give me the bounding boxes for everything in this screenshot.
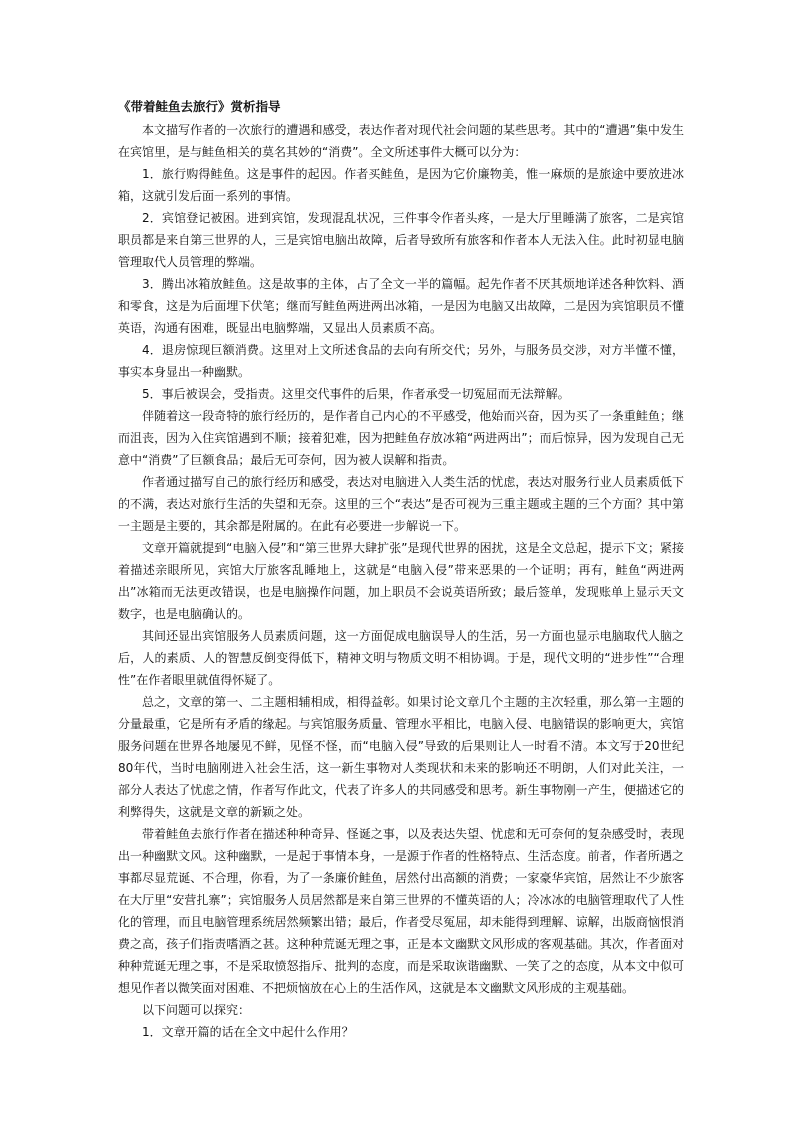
paragraph-humor: 带着鲑鱼去旅行作者在描述种种奇异、怪诞之事，以及表达失望、忧虑和无可奈何的复杂感受时，表现出一种幽默文风。这种幽默，一是起于事情本身，一是源于作者的性格特点、生活态度。前者，作者所遇之事都尽显荒诞、不合理，你看，为了一条廉价鲑鱼，居然付出高额的消费；一家豪华宾馆，居然让不少旅客在大厅里“安营扎寨”；宾馆服务人员居然都是来自第三世界的不懂英语的人；冷冰冰的电脑管理取代了人性化的管理，而且电脑管理系统居然频繁出错；最后，作者受尽冤屈，却未能得到理解、谅解，出版商恼恨消费之高，孩子们指责嗜酒之甚。这种种荒诞无理之事，正是本文幽默文风形成的客观基础。其次，作者面对种种荒诞无理之事，不是采取愤怒指斥、批判的态度，而是采取诙谐幽默、一笑了之的态度，从本文中似可想见作者以微笑面对困难、不把烦恼放在心上的生活作风，这就是本文幽默文风形成的主观基础。	[118, 827, 684, 995]
paragraph-question-1: 1．文章开篇的话在全文中起什么作用？	[142, 1025, 354, 1039]
paragraph-event-5: 5．事后被误会，受指责。这里交代事件的后果，作者承受一切冤屈而无法辩解。	[142, 387, 570, 401]
document-title: 《带着鲑鱼去旅行》赏析指导	[118, 99, 281, 114]
paragraph-event-2: 2．宾馆登记被困。进到宾馆，发现混乱状况，三件事令作者头疼，一是大厅里睡满了旅客，二是宾馆职员都是来自第三世界的人，三是宾馆电脑出故障，后者导致所有旅客和作者本人无法入住。此时初显电脑管理取代人员管理的弊端。	[118, 211, 684, 269]
paragraph-event-4: 4．退房惊现巨额消费。这里对上文所述食品的去向有所交代；另外，与服务员交涉，对方半懂不懂，事实本身显出一种幽默。	[118, 343, 684, 379]
paragraph-questions-heading: 以下问题可以探究：	[142, 1003, 251, 1017]
paragraph-staff-quality: 其间还显出宾馆服务人员素质问题，这一方面促成电脑误导人的生活，另一方面也显示电脑取代人脑之后，人的素质、人的智慧反倒变得低下，精神文明与物质文明不相协调。于是，现代文明的“进步性”“合理性”在作者眼里就值得怀疑了。	[118, 629, 684, 687]
paragraph-opening: 文章开篇就提到“电脑入侵”和“第三世界大肆扩张”是现代世界的困扰，这是全文总起，提示下文；紧接着描述亲眼所见，宾馆大厅旅客乱睡地上，这就是“电脑入侵”带来恶果的一个证明；再有，鲑鱼“两进两出”冰箱而无法更改错误，也是电脑操作问题，加上职员不会说英语所致；最后签单，发现账单上显示天文数字，也是电脑确认的。	[118, 541, 684, 621]
paragraph-event-3: 3．腾出冰箱放鲑鱼。这是故事的主体，占了全文一半的篇幅。起先作者不厌其烦地详述各种饮料、酒和零食，这是为后面埋下伏笔；继而写鲑鱼两进两出冰箱，一是因为电脑又出故障，二是因为宾馆职员不懂英语，沟通有困难，既显出电脑弊端，又显出人员素质不高。	[118, 277, 684, 335]
paragraph-summary: 总之，文章的第一、二主题相辅相成，相得益彰。如果讨论文章几个主题的主次轻重，那么第一主题的分量最重，它是所有矛盾的缘起。与宾馆服务质量、管理水平相比，电脑入侵、电脑错误的影响更大，宾馆服务问题在世界各地屡见不鲜，见怪不怪，而“电脑入侵”导致的后果则让人一时看不清。本文写于20世纪80年代，当时电脑刚进入社会生活，这一新生事物对人类现状和未来的影响还不明朗，人们对此关注，一部分人表达了忧虑之情，作者写作此文，代表了许多人的共同感受和思考。新生事物刚一产生，便描述它的利弊得失，这就是文章的新颖之处。	[118, 695, 684, 819]
paragraph-feelings: 伴随着这一段奇特的旅行经历的，是作者自己内心的不平感受，他始而兴奋，因为买了一条重鲑鱼；继而沮丧，因为入住宾馆遇到不顺；接着犯难，因为把鲑鱼存放冰箱“两进两出”；而后惊异，因为发现自己无意中“消费”了巨额食品；最后无可奈何，因为被人误解和指责。	[118, 409, 684, 467]
paragraph-event-1: 1．旅行购得鲑鱼。这是事件的起因。作者买鲑鱼，是因为它价廉物美，惟一麻烦的是旅途中要放进冰箱，这就引发后面一系列的事情。	[118, 167, 684, 203]
paragraph-intro: 本文描写作者的一次旅行的遭遇和感受，表达作者对现代社会问题的某些思考。其中的“遭遇”集中发生在宾馆里，是与鲑鱼相关的莫名其妙的“消费”。全文所述事件大概可以分为：	[118, 123, 684, 159]
paragraph-themes: 作者通过描写自己的旅行经历和感受，表达对电脑进入人类生活的忧虑，表达对服务行业人员素质低下的不满，表达对旅行生活的失望和无奈。这里的三个“表达”是否可视为三重主题或主题的三个方面？其中第一主题是主要的，其余都是附属的。在此有必要进一步解说一下。	[118, 475, 684, 533]
